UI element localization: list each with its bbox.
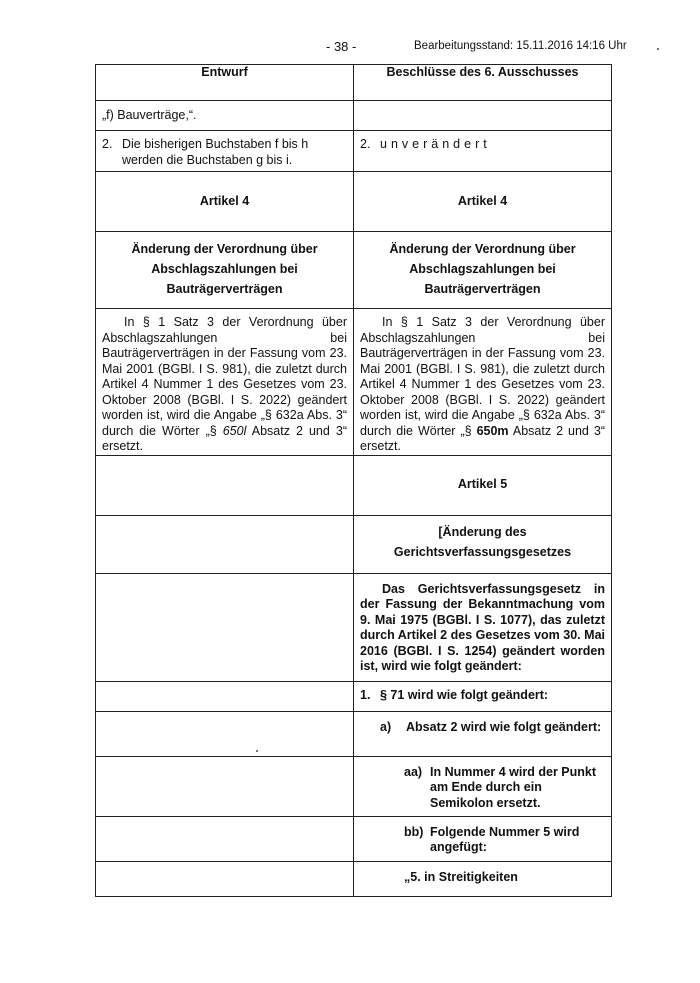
table-row — [96, 101, 612, 131]
body-left-text-end: Absatz 2 und 3“ ersetzt. — [102, 423, 347, 453]
synopsis-table — [95, 64, 612, 897]
table-row — [96, 681, 612, 711]
itemaa-num: aa) — [404, 764, 423, 779]
page-header — [0, 38, 700, 58]
row2-right-text: unverändert — [380, 137, 491, 151]
gvg-body-right-text: Das Gerichtsverfassungsgesetz in der Fassung der Bekanntmachung vom 9. Mai 1975 (BGBl. I S. 1077), das zuletzt durch Artikel 2 des Gesetzes vom 30. Mai 2016 (BGBl. I S. 1254) geändert worden ist, wird wie folgt geändert: — [360, 581, 605, 673]
table-row — [96, 573, 612, 681]
itema-left-cell — [96, 711, 354, 756]
row2-right-num: 2. — [360, 137, 371, 151]
row1-left-text: „f) Bauverträge,“. — [102, 107, 197, 122]
artikel5-right-heading: Artikel 5 — [354, 455, 612, 515]
itembb-left-cell — [96, 816, 354, 861]
itemaa-left-cell — [96, 756, 354, 816]
table-row — [96, 861, 612, 896]
row2-left-cell — [96, 131, 354, 172]
edit-status: Bearbeitungsstand: 15.11.2016 14:16 Uhr — [414, 40, 627, 52]
row2-left-text: Die bisherigen Buchstaben f bis h werden die Buchstaben g bis i. — [122, 137, 309, 167]
body-left-text: In § 1 Satz 3 der Verordnung über Abschlagszahlungen bei Bauträgerverträgen in der Fassung vom 23. Mai 2001 (BGBl. I S. 981), die zuletzt durch Artikel 4 Nummer 1 des Gesetzes vom 23. Oktober 2008 (BGBl. I S. 2022) geändert worden ist, wird die Angabe „§ 632a Abs. 3“ durch die Wörter „§ — [102, 315, 347, 438]
row2-left-num: 2. — [102, 137, 113, 151]
itembb-right-cell — [354, 816, 612, 861]
table-row — [96, 756, 612, 816]
gvg-body-left-cell — [96, 573, 354, 681]
itembb-num: bb) — [404, 824, 424, 839]
body-left-cell — [96, 309, 354, 456]
row2-right-cell — [354, 131, 612, 172]
body-left-paragraph-ref: 650l — [222, 423, 247, 438]
itema-right-cell — [354, 711, 612, 756]
col-header-beschluesse: Beschlüsse des 6. Ausschusses — [354, 65, 612, 101]
body-right-text-end: Absatz 2 und 3“ ersetzt. — [360, 423, 605, 453]
table-row — [96, 232, 612, 309]
table-row — [96, 172, 612, 232]
artikel5-left-cell — [96, 455, 354, 515]
item1-text: § 71 wird wie folgt geändert: — [380, 688, 549, 703]
itembb-text: Folgende Nummer 5 wird angefügt: — [430, 824, 580, 854]
scan-speck — [256, 750, 258, 752]
row1-left-cell — [96, 101, 354, 131]
item5-left-cell — [96, 861, 354, 896]
table-row — [96, 711, 612, 756]
itemaa-text: In Nummer 4 wird der Punkt am Ende durch ein Semikolon ersetzt. — [430, 764, 597, 810]
item5-text: „5. in Streitigkeiten — [404, 869, 518, 884]
artikel4-right-heading: Artikel 4 — [354, 172, 612, 232]
table-header-row — [96, 65, 612, 101]
row1-right-cell — [354, 101, 612, 131]
body-right-text: In § 1 Satz 3 der Verordnung über Abschlagszahlungen bei Bauträgerverträgen in der Fassung vom 23. Mai 2001 (BGBl. I S. 981), die zuletzt durch Artikel 4 Nummer 1 des Gesetzes vom 23. Oktober 2008 (BGBl. I S. 2022) geändert worden ist, wird die Angabe „§ 632a Abs. 3“ durch die Wörter „§ — [360, 315, 605, 438]
gvg-title-right: [Änderung des Gerichtsverfassungsgesetzes — [354, 515, 612, 573]
table-row — [96, 816, 612, 861]
page-number: - 38 - — [326, 39, 357, 54]
itema-num: a) — [380, 719, 392, 734]
itema-text: Absatz 2 wird wie folgt geändert: — [406, 719, 602, 734]
gvg-body-right-cell — [354, 573, 612, 681]
item5-right-cell — [354, 861, 612, 896]
artikel4-left-heading: Artikel 4 — [96, 172, 354, 232]
body-right-cell — [354, 309, 612, 456]
table-row — [96, 515, 612, 573]
table-row — [96, 131, 612, 172]
aenderung-right-heading: Änderung der Verordnung über Abschlagszahlungen bei Bauträgerverträgen — [354, 232, 612, 309]
gvg-title-left-cell — [96, 515, 354, 573]
item1-left-cell — [96, 681, 354, 711]
table-row — [96, 455, 612, 515]
item1-right-cell — [354, 681, 612, 711]
col-header-entwurf: Entwurf — [96, 65, 354, 101]
aenderung-left-heading: Änderung der Verordnung über Abschlagszahlungen bei Bauträgerverträgen — [96, 232, 354, 309]
itemaa-right-cell — [354, 756, 612, 816]
item1-num: 1. — [360, 688, 371, 703]
body-right-paragraph-ref: 650m — [476, 423, 509, 438]
table-row — [96, 309, 612, 456]
scan-speck — [657, 48, 659, 50]
